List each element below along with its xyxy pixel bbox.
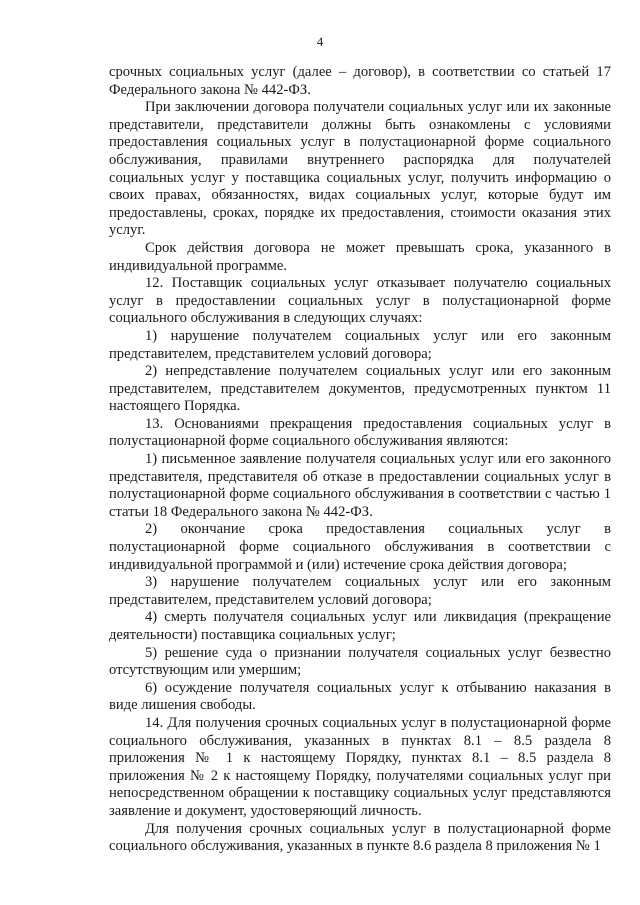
paragraph: При заключении договора получатели социальных услуг или их законные представители, представители должны быть ознакомлены с условиями предоставления социальных услуг в полустационарной форме социального обслуживания, правилами внутреннего распорядка для получателей социальных услуг у поставщика социальных услуг, получить информацию о своих правах, обязанностях, видах социальных услуг, которые будут им предоставлены, сроках, порядке их предоставления, стоимости оказания этих услуг. — [109, 99, 611, 239]
list-item: 4) смерть получателя социальных услуг или ликвидация (прекращение деятельности) поставщика социальных услуг; — [109, 609, 611, 643]
document-body — [109, 64, 611, 856]
list-item: 1) нарушение получателем социальных услуг или его законным представителем, представителем условий договора; — [109, 327, 611, 362]
list-item: 6) осуждение получателя социальных услуг к отбыванию наказания в виде лишения свободы. — [109, 679, 611, 714]
list-item: 2) окончание срока предоставления социальных услуг в полустационарной форме социального обслуживания в соответствии с индивидуальной программой и (или) истечение срока действия договора; — [109, 521, 611, 573]
paragraph: Для получения срочных социальных услуг в полустационарной форме социального обслуживания, указанных в пункте 8.6 раздела 8 приложения № 1 — [109, 820, 611, 855]
paragraph: Срок действия договора не может превышать срока, указанного в индивидуальной программе. — [109, 239, 611, 274]
paragraph-section-12: 12. Поставщик социальных услуг отказывает получателю социальных услуг в предоставлении социальных услуг в полустационарной форме социального обслуживания в следующих случаях: — [109, 275, 611, 327]
paragraph: срочных социальных услуг (далее – договор), в соответствии со статьей 17 Федерального закона № 442-ФЗ. — [109, 64, 611, 98]
paragraph-section-14: 14. Для получения срочных социальных услуг в полустационарной форме социального обслуживания, указанных в пунктах 8.1 – 8.5 раздела 8 приложения № 1 к настоящему Порядку, пунктах 8.1 – 8.5 раздела 8 приложения № 2 к настоящему Порядку, получателями социальных услуг при непосредственном обращении к поставщику социальных услуг представляются заявление и документ, удостоверяющий личность. — [109, 714, 611, 819]
paragraph-section-13: 13. Основаниями прекращения предоставления социальных услуг в полустационарной форме социального обслуживания являются: — [109, 415, 611, 450]
list-item: 5) решение суда о признании получателя социальных услуг безвестно отсутствующим или умершим; — [109, 644, 611, 679]
list-item: 1) письменное заявление получателя социальных услуг или его законного представителя, представителя об отказе в предоставлении социальных услуг в полустационарной форме социального обслуживания в соответствии с частью 1 статьи 18 Федерального закона № 442-ФЗ. — [109, 451, 611, 520]
list-item: 3) нарушение получателем социальных услуг или его законным представителем, представителем условий договора; — [109, 574, 611, 608]
list-item: 2) непредставление получателем социальных услуг или его законным представителем, представителем документов, предусмотренных пунктом 11 настоящего Порядка. — [109, 363, 611, 415]
page-number: 4 — [316, 34, 324, 49]
